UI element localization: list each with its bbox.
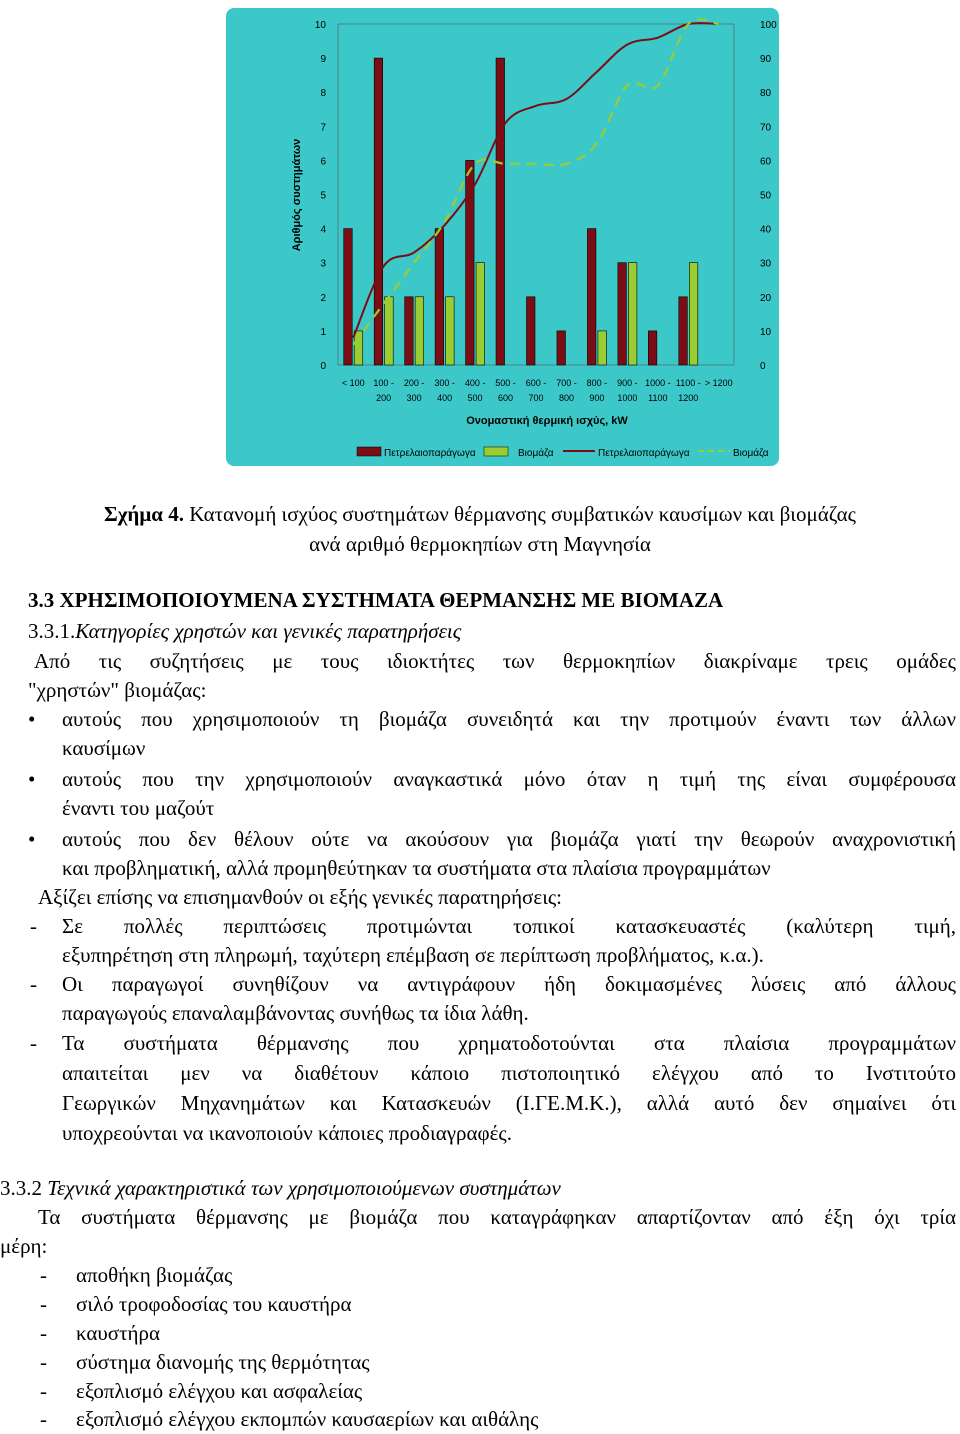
y2-tick-label: 100 — [760, 20, 777, 31]
part-dash-5: - — [40, 1379, 47, 1403]
part-dash-3: - — [40, 1321, 47, 1345]
remarks-intro: Αξίζει επίσης να επισημανθούν οι εξής γενικές παρατηρήσεις: — [38, 885, 562, 909]
y-tick-label: 9 — [320, 54, 326, 66]
bar-biomass — [385, 297, 394, 365]
chart-svg — [0, 0, 960, 480]
y2-tick-label: 50 — [760, 190, 772, 202]
x-tick-label: 700 - — [556, 378, 577, 388]
x-tick-label-line2: 300 — [406, 393, 422, 403]
figure-caption-text1: Κατανομή ισχύος συστημάτων θέρμανσης συμβατικών καυσίμων και βιομάζας — [189, 502, 856, 526]
part-dash-4: - — [40, 1350, 47, 1374]
parts-intro-line1: Τα συστήματα θέρμανσης με βιομάζα που καταγράφηκαν απαρτίζονταν από έξη όχι τρία — [38, 1205, 956, 1229]
bar-petroleum — [405, 297, 414, 365]
y2-tick-label: 80 — [760, 88, 772, 100]
remark-2-line2: παραγωγούς επαναλαμβάνοντας συνήθως τα ίδια λάθη. — [62, 1001, 529, 1025]
bullet-1-line1: αυτούς που χρησιμοποιούν τη βιομάζα συνειδητά και την προτιμούν έναντι των άλλων — [62, 707, 956, 731]
figure-caption-line2: ανά αριθμό θερμοκηπίων στη Μαγνησία — [309, 532, 651, 556]
legend-swatch-petroleum-bar — [357, 447, 381, 456]
y-axis-title: Αριθμός συστημάτων — [291, 138, 303, 252]
x-tick-label-line2: 900 — [589, 393, 605, 403]
parts-intro-line2: μέρη: — [0, 1234, 48, 1258]
bar-biomass — [689, 263, 698, 365]
bar-petroleum — [587, 229, 596, 365]
y-tick-label: 2 — [320, 292, 326, 304]
bullet-1-line2: καυσίμων — [62, 736, 146, 760]
figure-caption-line1 — [0, 500, 960, 529]
y2-tick-label: 90 — [760, 54, 772, 66]
x-axis-title: Ονομαστική θερμική ισχύς, kW — [466, 415, 628, 427]
plot-area — [338, 24, 734, 365]
bar-biomass — [628, 263, 637, 365]
remark-2-line1: Οι παραγωγοί συνηθίζουν να αντιγράφουν ήδη δοκιμασμένες λύσεις από άλλους — [62, 972, 956, 996]
x-tick-label-line2: 200 — [376, 393, 392, 403]
bullet-2-line2: έναντι του μαζούτ — [62, 796, 215, 820]
y2-tick-label: 40 — [760, 224, 772, 236]
subsection-title-2: Τεχνικά χαρακτηριστικά των χρησιμοποιούμενων συστημάτων — [47, 1176, 561, 1200]
remark-dash-3: - — [30, 1031, 37, 1055]
part-item-5: εξοπλισμό ελέγχου και ασφαλείας — [76, 1379, 363, 1403]
part-item-3: καυστήρα — [76, 1321, 161, 1345]
legend-swatch-biomass-bar — [484, 447, 508, 456]
remark-3-line2: απαιτείται μεν να διαθέτουν κάποιο πιστοποιητικό ελέγχου από το Ινστιτούτο — [62, 1061, 956, 1085]
legend-label-petroleum-line: Πετρελαιοπαράγωγα — [598, 448, 690, 459]
bullet-marker-2: • — [28, 767, 36, 791]
figure-caption-label: Σχήμα 4. — [104, 502, 184, 526]
remark-3-line3: Γεωργικών Μηχανημάτων και Κατασκευών (Ι.ΓΕ.Μ.Κ.), αλλά αυτό δεν σημαίνει ότι — [62, 1091, 956, 1115]
x-tick-label-line2: 600 — [498, 393, 514, 403]
x-tick-label: 500 - — [495, 378, 516, 388]
part-item-4: σύστημα διανομής της θερμότητας — [76, 1350, 370, 1374]
x-tick-label: 100 - — [373, 378, 394, 388]
bar-biomass — [354, 331, 363, 365]
bar-petroleum — [374, 58, 383, 365]
y-tick-label: 8 — [320, 88, 326, 100]
bar-petroleum — [344, 229, 353, 365]
y2-tick-label: 70 — [760, 122, 772, 134]
y2-tick-label: 10 — [760, 326, 772, 338]
bar-petroleum — [648, 331, 657, 365]
intro-line-1: Από τις συζητήσεις με τους ιδιοκτήτες των θερμοκηπίων διακρίναμε τρεις ομάδες — [34, 649, 956, 673]
x-tick-label-line2: 1200 — [678, 393, 699, 403]
subsection-number-1: 3.3.1. — [28, 619, 76, 643]
remark-1-line2: εξυπηρέτηση στη πληρωμή, ταχύτερη επέμβαση σε περίπτωση προβλήματος, κ.α.). — [62, 943, 764, 967]
part-dash-2: - — [40, 1292, 47, 1316]
bar-petroleum — [496, 58, 505, 365]
x-tick-label: 200 - — [403, 378, 425, 388]
x-tick-label: 1100 - — [675, 378, 701, 388]
x-tick-label-line2: 1100 — [648, 393, 668, 403]
x-tick-label: 900 - — [617, 378, 638, 388]
x-tick-label-line2: 1000 — [617, 393, 638, 403]
subsection-heading-1 — [28, 617, 958, 646]
x-tick-label: 800 - — [586, 378, 608, 388]
part-item-1: αποθήκη βιομάζας — [76, 1263, 233, 1287]
bar-petroleum — [527, 297, 536, 365]
remark-dash-2: - — [30, 972, 37, 996]
bar-petroleum — [435, 229, 444, 365]
x-tick-label: 400 - — [464, 378, 486, 388]
x-tick-label-line2: 500 — [467, 393, 483, 403]
chart-figure — [0, 0, 960, 480]
y-tick-label: 10 — [314, 20, 326, 31]
intro-line-2: "χρηστών" βιομάζας: — [28, 678, 207, 702]
bullet-2-line1: αυτούς που την χρησιμοποιούν αναγκαστικά μόνο όταν η τιμή της είναι συμφέρουσα — [62, 767, 956, 791]
y-tick-label: 0 — [320, 361, 326, 372]
remark-3-line1: Τα συστήματα θέρμανσης που χρηματοδοτούνται στα πλαίσια προγραμμάτων — [62, 1031, 956, 1055]
bullet-3-line1: αυτούς που δεν θέλουν ούτε να ακούσουν για βιομάζα γιατί την θεωρούν αναχρονιστική — [62, 827, 956, 851]
x-tick-label: 600 - — [525, 378, 547, 388]
bar-biomass — [415, 297, 424, 365]
legend-label-biomass-line: Βιομάζα — [733, 448, 769, 459]
x-tick-label: < 100 — [341, 378, 365, 388]
bar-biomass — [476, 263, 485, 365]
bar-biomass — [446, 297, 455, 365]
bar-biomass — [598, 331, 607, 365]
x-tick-label-line2: 700 — [528, 393, 544, 403]
x-tick-label-line2: 800 — [558, 393, 574, 403]
subsection-title-1: Κατηγορίες χρηστών και γενικές παρατηρήσεις — [75, 619, 462, 643]
bullet-marker-1: • — [28, 707, 36, 731]
x-tick-label: 1000 - — [645, 378, 671, 388]
bar-petroleum — [618, 263, 627, 365]
bar-petroleum — [679, 297, 688, 365]
y-tick-label: 6 — [320, 156, 326, 168]
remark-3-line4: υποχρεούνται να ικανοποιούν κάποιες προδιαγραφές. — [62, 1121, 512, 1145]
part-dash-6: - — [40, 1407, 47, 1431]
bullet-3-line2: και προβληματική, αλλά προμηθεύτηκαν τα συστήματα στα πλαίσια προγραμμάτων — [62, 856, 771, 880]
bar-petroleum — [557, 331, 566, 365]
bullet-marker-3: • — [28, 827, 36, 851]
remark-dash-1: - — [30, 914, 37, 938]
section-heading: 3.3 ΧΡΗΣΙΜΟΠΟΙΟΥΜΕΝΑ ΣΥΣΤΗΜΑΤΑ ΘΕΡΜΑΝΣΗΣ ΜΕ ΒΙΟΜΑΖΑ — [28, 588, 724, 612]
part-item-2: σιλό τροφοδοσίας του καυστήρα — [76, 1292, 352, 1316]
part-dash-1: - — [40, 1263, 47, 1287]
remark-1-line1: Σε πολλές περιπτώσεις προτιμώνται τοπικοί κατασκευαστές (καλύτερη τιμή, — [62, 914, 956, 938]
subsection-heading-2 — [0, 1174, 930, 1203]
y-tick-label: 5 — [320, 190, 326, 202]
subsection-number-2: 3.3.2 — [0, 1176, 42, 1200]
y-tick-label: 7 — [320, 122, 326, 134]
x-tick-label-line2: 400 — [437, 393, 453, 403]
y-tick-label: 4 — [320, 224, 326, 236]
x-tick-label: > 1200 — [704, 378, 733, 388]
x-tick-label: 300 - — [434, 378, 455, 388]
part-item-6: εξοπλισμό ελέγχου εκπομπών καυσαερίων και αιθάλης — [76, 1407, 539, 1431]
legend-label-biomass-bar: Βιομάζα — [518, 448, 554, 459]
y2-tick-label: 60 — [760, 156, 772, 168]
y-tick-label: 3 — [320, 258, 326, 270]
y-tick-label: 1 — [320, 326, 326, 338]
legend-label-petroleum-bar: Πετρελαιοπαράγωγα — [384, 448, 476, 459]
y2-tick-label: 20 — [760, 292, 772, 304]
y2-tick-label: 0 — [760, 361, 766, 372]
y2-tick-label: 30 — [760, 258, 772, 270]
